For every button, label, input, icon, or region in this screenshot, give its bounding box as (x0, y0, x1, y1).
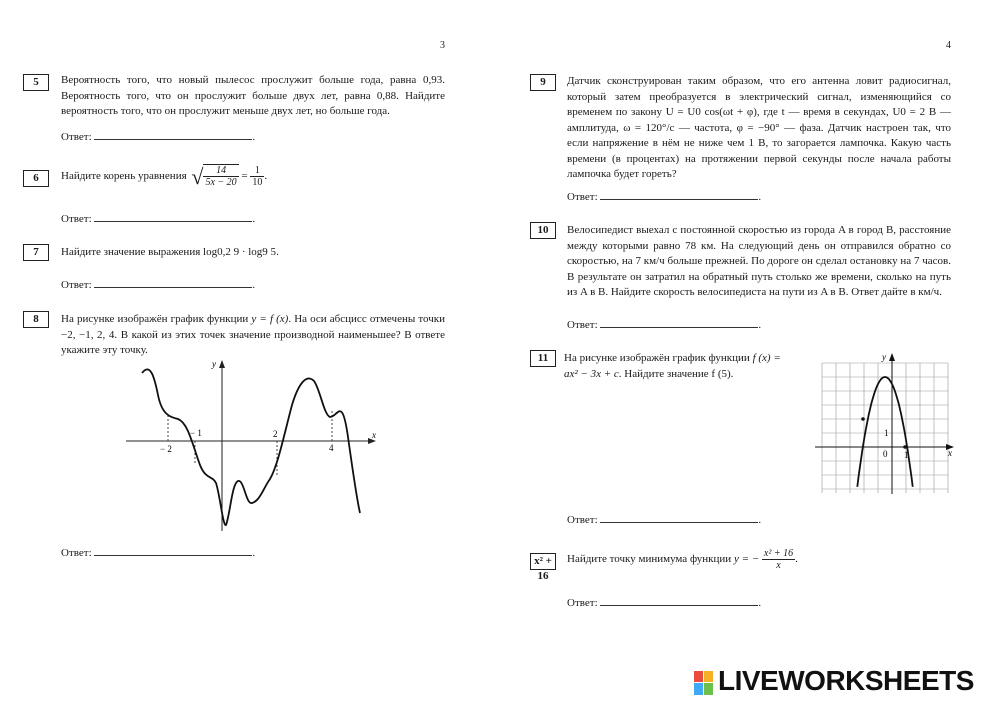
question-8-prompt-tail: . На оси абсцисс отмечены точки −2, −1, 2, 4. В какой из этих точек значение производной наименьшее? В ответе укажите эту точку. (61, 313, 445, 356)
question-6-text: Найдите корень уравнения √ $\frac{14}{5x - 20}$ = $\frac{1}{10}$ . (61, 163, 268, 189)
question-12-prompt: Найдите точку минимума функции (567, 552, 732, 565)
y-unit-label: 1 (884, 428, 889, 438)
question-8-function: y = f (x) (251, 313, 289, 325)
question-12-num: x² + 16 (763, 548, 794, 559)
answer-label: Ответ: (61, 131, 92, 143)
answer-6: Ответ: . (61, 213, 256, 225)
answer-7: Ответ: . (61, 279, 256, 291)
answer-label: Ответ: (567, 319, 598, 331)
fraction-a-den: 5x − 20 (205, 176, 237, 188)
question-number-11: 11 (530, 350, 556, 367)
x-axis-label: x (372, 430, 376, 440)
x-unit-label: 1 (904, 450, 909, 460)
answer-label: Ответ: (567, 597, 598, 609)
liveworksheets-logo[interactable]: LIVEWORKSHEETS (718, 665, 974, 696)
answer-5-field[interactable] (94, 130, 252, 140)
question-number-9: 9 (530, 74, 556, 91)
question-5-text: Вероятность того, что новый пылесос прослужит больше года, равна 0,93. Вероятность того, что он прослужит больше двух лет, равна 0,88. Найдите вероятность того, что он прослужит меньше двух лет, но больше года. (61, 74, 445, 117)
question-number-8: 8 (23, 311, 49, 328)
origin-label: 0 (883, 449, 888, 459)
derivative-graph (120, 355, 380, 535)
answer-8-field[interactable] (94, 546, 252, 556)
fraction-a (203, 165, 238, 188)
fraction-b-den: 10 (252, 177, 263, 188)
answer-8: Ответ: . (61, 547, 256, 559)
answer-11: Ответ: . (567, 514, 762, 526)
answer-9-field[interactable] (600, 190, 758, 200)
answer-label: Ответ: (61, 547, 92, 559)
y-axis-label: y (212, 359, 216, 369)
question-12-lhs: y = − (733, 552, 760, 565)
question-11-prompt-tail: . Найдите значение f (5). (618, 367, 734, 380)
tick-label-neg1: − 1 (190, 428, 202, 438)
question-12-text: Найдите точку минимума функции y = − $\frac{\text{x² + 16}}{x}$ . (567, 548, 798, 571)
answer-12: Ответ: . (567, 597, 762, 609)
question-12-fraction (762, 548, 795, 571)
fraction-b-num: 1 (250, 165, 264, 177)
fraction-a-num: 14 (203, 165, 238, 177)
y-axis-arrow-icon (219, 360, 225, 368)
question-11-prompt: На рисунке изображён график функции (564, 352, 750, 364)
curve-point-right (903, 445, 907, 449)
answer-label: Ответ: (567, 191, 598, 203)
question-number-6: 6 (23, 170, 49, 187)
question-12-den: x (776, 560, 781, 571)
fraction-b (250, 165, 264, 188)
question-number-5: 5 (23, 74, 49, 91)
answer-label: Ответ: (61, 213, 92, 225)
tick-label-4: 4 (329, 443, 334, 453)
answer-label: Ответ: (567, 514, 598, 526)
answer-9: Ответ: . (567, 191, 762, 203)
question-9-text: Датчик сконструирован таким образом, что его антенна ловит радиосигнал, который затем преобразуется в электрический сигнал, изменяющийся со временем по закону U = U0 cos(ωt + φ), где t — время в секундах, U0 = 2 В — амплитуда, ω = 120°/с — частота, φ = −90° — фаза. Датчик настроен так, что если напряжение в нём не ниже чем 1 В, то загорается лампочка. Какую часть времени (в процентах) на протяжении первой секунды после начала работы лампочка будет гореть? (567, 75, 951, 180)
function-curve (142, 369, 360, 525)
answer-10: Ответ: . (567, 319, 762, 331)
question-10-text: Велосипедист выехал с постоянной скоростью из города A в город B, расстояние между которыми равно 78 км. На следующий день он отправился обратно со скоростью, на 7 км/ч больше прежней. По дороге он сделал остановку на 7 часов. В результате он затратил на обратный путь столько же времени, сколько на путь из A в B. Найдите скорость велосипедиста на пути из A в B. Ответ дайте в км/ч. (567, 224, 951, 298)
question-8-text (61, 312, 445, 359)
answer-6-field[interactable] (94, 212, 252, 222)
question-11-text (564, 351, 789, 382)
answer-10-field[interactable] (600, 318, 758, 328)
page-number-right: 4 (946, 40, 951, 51)
question-number-10: 10 (530, 222, 556, 239)
question-8-prompt: На рисунке изображён график функции (61, 313, 249, 325)
curve-point-left (861, 417, 865, 421)
page-number-left: 3 (440, 40, 445, 51)
answer-label: Ответ: (61, 279, 92, 291)
y-axis-arrow-icon (889, 353, 895, 361)
liveworksheets-logo-icon (694, 671, 713, 695)
y-axis-label: y (882, 352, 886, 362)
question-11-function: f (x) = ax² − 3x + c (564, 352, 781, 380)
question-6-prompt: Найдите корень уравнения (61, 169, 187, 182)
sqrt-icon: √ (191, 163, 204, 189)
question-7-prompt: Найдите значение выражения (61, 246, 201, 258)
question-7-text: Найдите значение выражения log0,2 9 · log9 5. (61, 246, 279, 258)
tick-label-2: 2 (273, 429, 278, 439)
answer-7-field[interactable] (94, 278, 252, 288)
question-number-12: x² + 16 (530, 553, 556, 570)
tick-label-neg2: − 2 (160, 444, 172, 454)
answer-5: Ответ: . (61, 131, 256, 143)
parabola-graph (812, 350, 957, 498)
sqrt-radicand (203, 164, 238, 188)
question-7-expression: log0,2 9 · log9 5 (203, 246, 277, 258)
answer-11-field[interactable] (600, 513, 758, 523)
question-number-7: 7 (23, 244, 49, 261)
answer-12-field[interactable] (600, 596, 758, 606)
x-axis-label: x (948, 448, 952, 458)
